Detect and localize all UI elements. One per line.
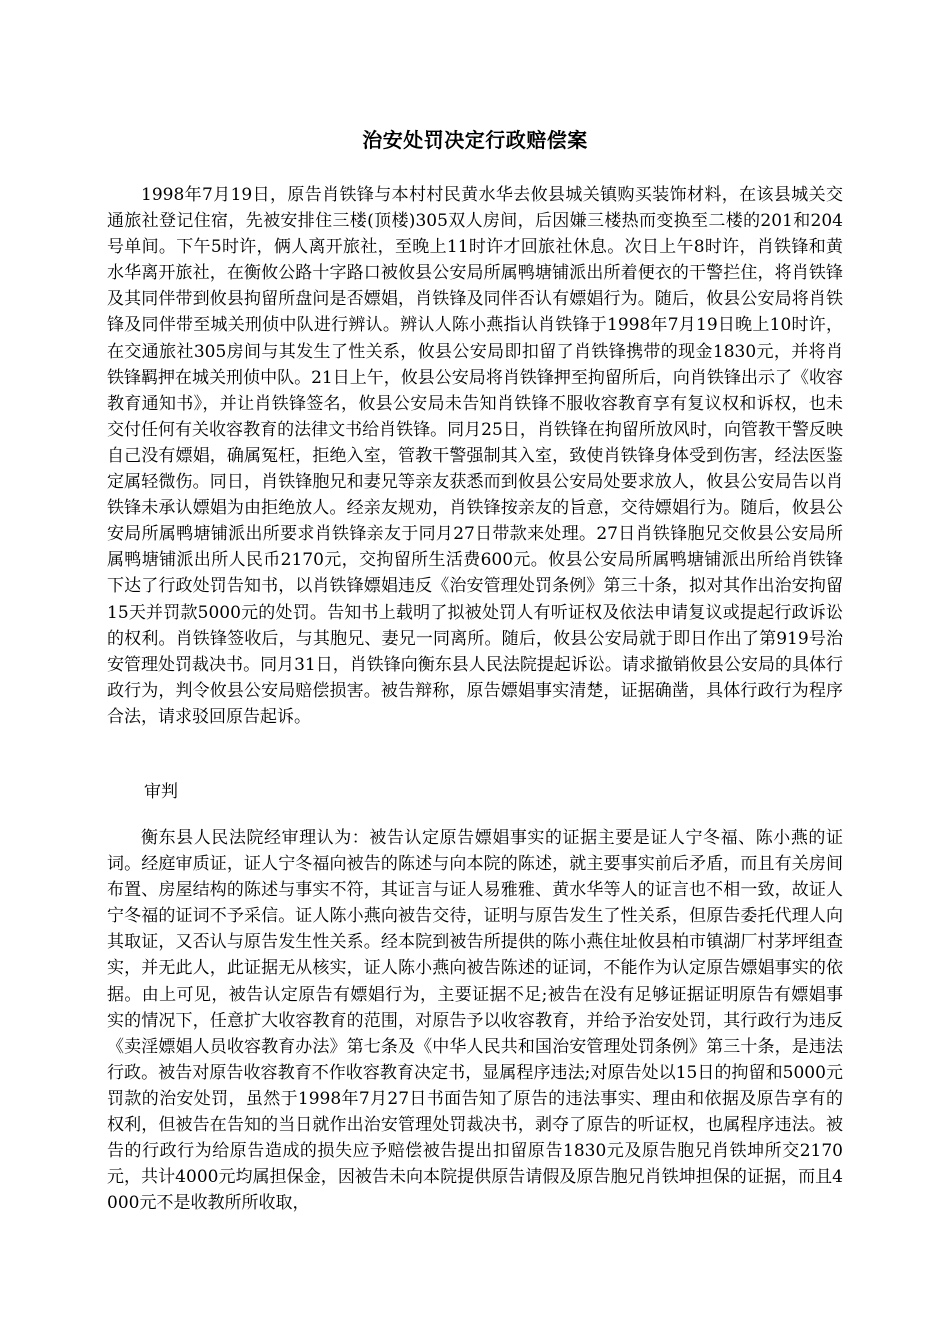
case-facts-paragraph: 1998年7月19日，原告肖铁锋与本村村民黄水华去攸县城关镇购买装饰材料，在该县城关交通旅社登记住宿，先被安排住三楼(顶楼)305双人房间，后因嫌三楼热而变换至二楼的201和204号单间。下午5时许，俩人离开旅社，至晚上11时许才回旅社休息。次日上午8时许，肖铁锋和黄水华离开旅社，在衡攸公路十字路口被攸县公安局所属鸭塘铺派出所着便衣的干警拦住，将肖铁锋及其同伴带到攸县拘留所盘问是否嫖娼，肖铁锋及同伴否认有嫖娼行为。随后，攸县公安局将肖铁锋及同伴带至城关刑侦中队进行辨认。辨认人陈小燕指认肖铁锋于1998年7月19日晚上10时许，在交通旅社305房间与其发生了性关系，攸县公安局即扣留了肖铁锋携带的现金1830元，并将肖铁锋羁押在城关刑侦中队。21日上午，攸县公安局将肖铁锋押至拘留所后，向肖铁锋出示了《收容教育通知书》，并让肖铁锋签名，攸县公安局未告知肖铁锋不服收容教育享有复议权和诉权，也未交付任何有关收容教育的法律文书给肖铁锋。同月25日，肖铁锋在拘留所放风时，向管教干警反映自己没有嫖娼，确属冤枉，拒绝入室，管教干警强制其入室，致使肖铁锋身体受到伤害，经法医鉴定属轻微伤。同日，肖铁锋胞兄和妻兄等亲友获悉而到攸县公安局处要求放人，攸县公安局告以肖铁锋未承认嫖娼为由拒绝放人。经亲友规劝，肖铁锋按亲友的旨意，交待嫖娼行为。随后，攸县公安局所属鸭塘铺派出所要求肖铁锋亲友于同月27日带款来处理。27日肖铁锋胞兄交攸县公安局所属鸭塘铺派出所人民币2170元，交拘留所生活费600元。攸县公安局所属鸭塘铺派出所给肖铁锋下达了行政处罚告知书，以肖铁锋嫖娼违反《治安管理处罚条例》第三十条，拟对其作出治安拘留15天并罚款5000元的处罚。告知书上载明了拟被处罚人有听证权及依法申请复议或提起行政诉讼的权利。肖铁锋签收后，与其胞兄、妻兄一同离所。随后，攸县公安局就于即日作出了第919号治安管理处罚裁决书。同月31日，肖铁锋向衡东县人民法院提起诉讼。请求撤销攸县公安局的具体行政行为，判令攸县公安局赔偿损害。被告辩称，原告嫖娼事实清楚，证据确凿，具体行政行为程序合法，请求驳回原告起诉。 (107, 185, 843, 727)
section-heading-trial: 审判 (144, 782, 178, 802)
trial-paragraph: 衡东县人民法院经审理认为：被告认定原告嫖娼事实的证据主要是证人宁冬福、陈小燕的证词。经庭审质证，证人宁冬福向被告的陈述与向本院的陈述，就主要事实前后矛盾，而且有关房间布置、房屋结构的陈述与事实不符，其证言与证人易雅雅、黄水华等人的证言也不相一致，故证人宁冬福的证词不予采信。证人陈小燕向被告交待，证明与原告发生了性关系，但原告委托代理人向其取证，又否认与原告发生性关系。经本院到被告所提供的陈小燕住址攸县柏市镇湖厂村茅坪组查实，并无此人，此证据无从核实，证人陈小燕向被告陈述的证词，不能作为认定原告嫖娼事实的依据。由上可见，被告认定原告有嫖娼行为，主要证据不足;被告在没有足够证据证明原告有嫖娼事实的情况下，任意扩大收容教育的范围，对原告予以收容教育，并给予治安处罚，其行政行为违反《卖淫嫖娼人员收容教育办法》第七条及《中华人民共和国治安管理处罚条例》第三十条，是违法行政。被告对原告收容教育不作收容教育决定书，显属程序违法;对原告处以15日的拘留和5000元罚款的治安处罚，虽然于1998年7月27日书面告知了原告的违法事实、理由和依据及原告享有的权利，但被告在告知的当日就作出治安管理处罚裁决书，剥夺了原告的听证权，也属程序违法。被告的行政行为给原告造成的损失应予赔偿被告提出扣留原告1830元及原告胞兄肖铁坤所交2170元，共计4000元均属担保金，因被告未向本院提供原告请假及原告胞兄肖铁坤担保的证据，而且4000元不是收教所所收取， (107, 828, 843, 1214)
document-title: 治安处罚决定行政赔偿案 (362, 128, 588, 152)
